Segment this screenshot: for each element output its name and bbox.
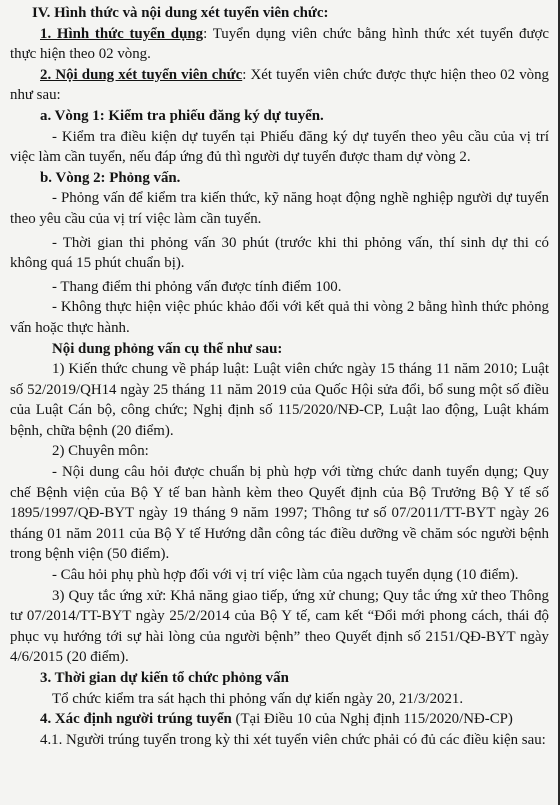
paragraph-selection-content bbox=[10, 65, 549, 106]
recruitment-form-heading: 1. Hình thức tuyển dụng bbox=[40, 25, 204, 42]
interview-item-conduct: 3) Quy tắc ứng xử: Khả năng giao tiếp, ứng xử chung; Quy tắc ứng xử theo Thông tư 07/2014/TT-BYT ngày 25/2/2014 của Bộ Y tế, cam kết “Đổi mới phong cách, thái độ phục vụ hướng tới sự hài lòng của người bệnh” theo Quyết định số 2151/QĐ-BYT ngày 4/6/2015 (20 điểm). bbox=[10, 587, 549, 666]
round2-item: - Phỏng vấn để kiểm tra kiến thức, kỹ năng hoạt động nghề nghiệp người dự tuyển theo yêu cầu của vị trí việc làm cần tuyển. bbox=[10, 190, 549, 227]
selection-content-text: : Xét tuyển viên chức được thực hiện theo 02 vòng như sau: bbox=[10, 66, 549, 104]
paragraph-successful-candidates bbox=[10, 709, 549, 730]
round2-heading: b. Vòng 2: Phỏng vấn. bbox=[40, 169, 181, 186]
round2-item: - Thang điểm thi phỏng vấn được tính điểm 100. bbox=[52, 278, 342, 295]
interview-item-professional-questions: - Nội dung câu hỏi được chuẩn bị phù hợp với từng chức danh tuyển dụng; Quy chế Bệnh viện của Bộ Y tế ban hành kèm theo Quyết định của Bộ Trưởng Bộ Y tế số 1895/1997/QĐ-BYT ngày 19 tháng 9 năm 1997; Thông tư số 07/2011/TT-BYT ngày 26 tháng 01 năm 2011 của Bộ Y tế Hướng dẫn công tác điều dưỡng về chăm sóc người bệnh trong bệnh viện (50 điểm). bbox=[10, 464, 549, 563]
round1-text: - Kiểm tra điều kiện dự tuyển tại Phiếu đăng ký dự tuyển theo yêu cầu của vị trí việc làm cần tuyển, nếu đáp ứng đủ thì người dự tuyển được tham dự vòng 2. bbox=[10, 128, 549, 166]
interview-item-law: 1) Kiến thức chung về pháp luật: Luật viên chức ngày 15 tháng 11 năm 2010; Luật số 52/2019/QH14 ngày 25 tháng 11 năm 2019 của Quốc Hội sửa đổi, bổ sung một số điều của Luật Cán bộ, công chức; Nghị định số 115/2020/NĐ-CP, Luật lao động, Luật khám bệnh, chữa bệnh (20 điểm). bbox=[10, 361, 549, 439]
round2-item: - Không thực hiện việc phúc khảo đối với kết quả thi vòng 2 bằng hình thức phỏng vấn hoặc thực hành. bbox=[10, 299, 549, 336]
round2-item: - Thời gian thi phỏng vấn 30 phút (trước khi thi phỏng vấn, thí sinh dự thi có không quá 15 phút chuẩn bị). bbox=[10, 234, 549, 272]
interview-item-professional-title: 2) Chuyên môn: bbox=[52, 443, 149, 460]
interview-schedule-text: Tổ chức kiểm tra sát hạch thi phỏng vấn dự kiến ngày 20, 21/3/2021. bbox=[52, 690, 464, 707]
section-heading: IV. Hình thức và nội dung xét tuyển viên chức: bbox=[32, 5, 329, 21]
round1-heading: a. Vòng 1: Kiểm tra phiếu đăng ký dự tuyển. bbox=[40, 107, 324, 124]
successful-candidates-text: (Tại Điều 10 của Nghị định 115/2020/NĐ-CP) bbox=[231, 711, 513, 728]
interview-content-heading: Nội dung phỏng vấn cụ thể như sau: bbox=[52, 340, 283, 357]
interview-schedule-heading: 3. Thời gian dự kiến tổ chức phỏng vấn bbox=[40, 670, 289, 686]
successful-candidates-heading: 4. Xác định người trúng tuyển bbox=[40, 711, 232, 728]
interview-item-extra-questions: - Câu hỏi phụ phù hợp đối với vị trí việc làm của ngạch tuyển dụng (10 điểm). bbox=[52, 567, 519, 584]
selection-content-heading: 2. Nội dung xét tuyển viên chức bbox=[40, 66, 243, 83]
recruitment-form-text: : Tuyển dụng viên chức bằng hình thức xét tuyển được thực hiện theo 02 vòng. bbox=[10, 25, 549, 63]
paragraph-recruitment-form bbox=[10, 24, 549, 65]
conditions-paragraph: 4.1. Người trúng tuyển trong kỳ thi xét tuyển viên chức phải có đủ các điều kiện sau: bbox=[40, 731, 546, 748]
